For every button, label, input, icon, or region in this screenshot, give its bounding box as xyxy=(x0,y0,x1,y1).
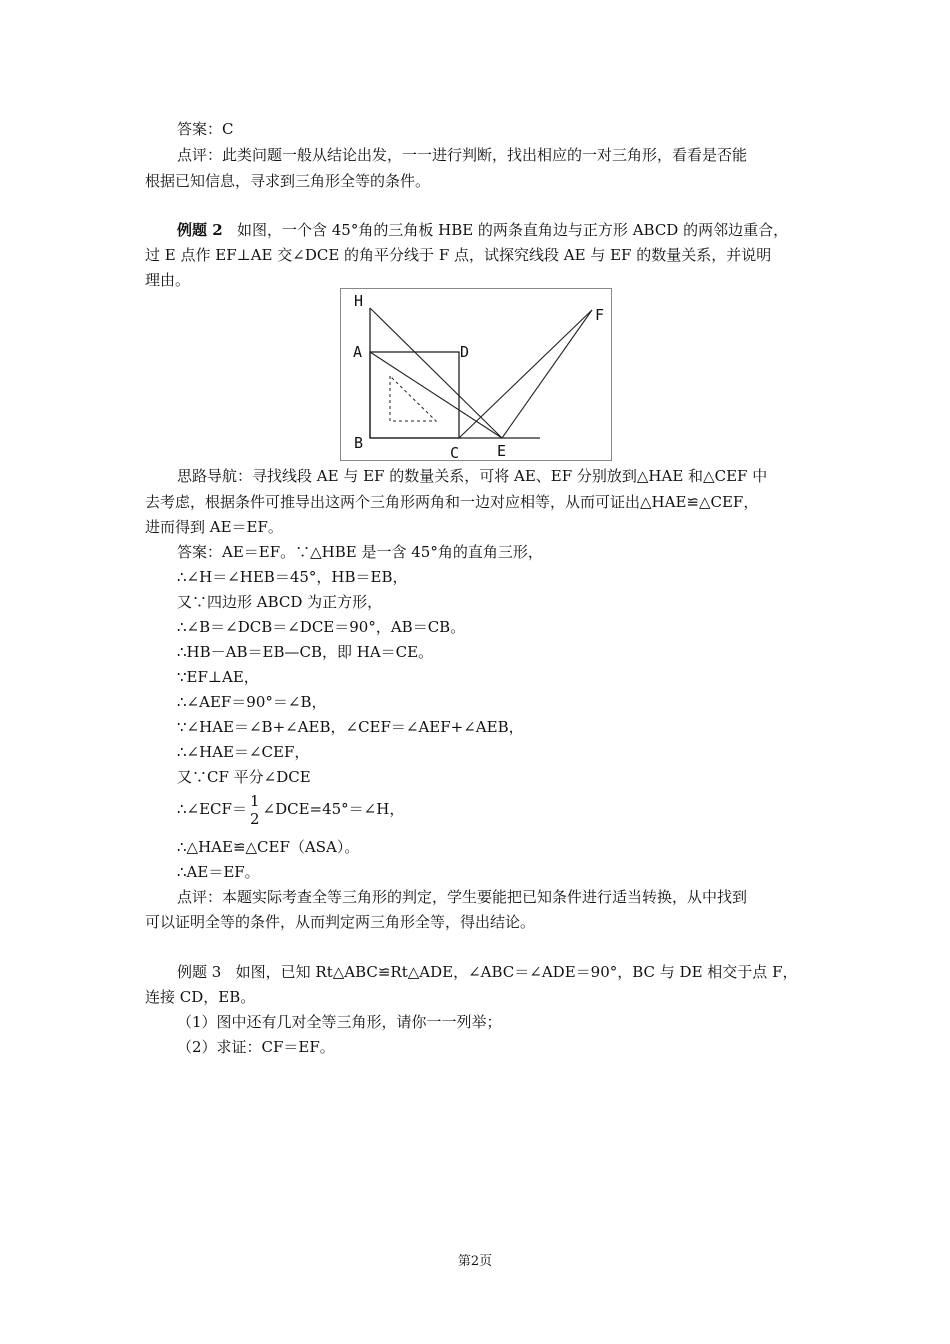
label-D: D xyxy=(460,343,470,361)
proof-line: 又∵四边形 ABCD 为正方形， xyxy=(177,593,383,611)
figure-border xyxy=(341,289,612,461)
page-number: 第2页 xyxy=(457,1254,493,1269)
example-3-label: 例题 3 xyxy=(177,963,222,981)
fraction-suffix: ∠DCE=45°＝∠H， xyxy=(262,800,405,818)
comment-line: 根据已知信息，寻求到三角形全等的条件。 xyxy=(145,172,431,190)
proof-line: ∴△HAE≌△CEF（ASA）。 xyxy=(177,838,360,856)
proof-line: 又∵CF 平分∠DCE xyxy=(177,768,311,786)
label-E: E xyxy=(497,442,507,460)
proof-line: ∴∠HAE＝∠CEF， xyxy=(177,743,310,761)
proof-fraction-line xyxy=(177,792,404,828)
example-3-question-1: （1）图中还有几对全等三角形，请你一一列举； xyxy=(177,1013,502,1031)
label-H: H xyxy=(354,292,364,310)
answer-line: 答案：C xyxy=(177,120,234,138)
example-2-label: 例题 2 xyxy=(177,221,223,239)
dashed-triangle xyxy=(390,376,436,421)
comment-line: 可以证明全等的条件，从而判定两三角形全等，得出结论。 xyxy=(145,913,536,931)
proof-line: ∴HB－AB＝EB—CB，即 HA＝CE。 xyxy=(177,643,434,661)
example-3-text: 如图，已知 Rt△ABC≌Rt△ADE，∠ABC＝∠ADE＝90°，BC 与 DE 相交于点 F， xyxy=(235,963,798,981)
example-2-line-1 xyxy=(177,220,788,240)
geometry-figure xyxy=(340,288,612,461)
fraction-denominator: 2 xyxy=(249,810,260,828)
fraction-prefix: ∴∠ECF＝ xyxy=(177,800,247,818)
geometry-svg xyxy=(340,288,612,461)
comment-line: 点评：此类问题一般从结论出发，一一进行判断，找出相应的一对三角形，看看是否能 xyxy=(177,146,748,164)
segment-CF xyxy=(459,310,592,438)
nav-line: 思路导航：寻找线段 AE 与 EF 的数量关系，可将 AE、EF 分别放到△HAE 和△CEF 中 xyxy=(177,467,768,485)
segment-EF xyxy=(502,310,592,438)
nav-line: 进而得到 AE＝EF。 xyxy=(145,518,283,536)
proof-line: ∵EF⊥AE， xyxy=(177,668,259,686)
example-3-line-1 xyxy=(177,962,797,982)
example-2-line-2: 过 E 点作 EF⊥AE 交∠DCE 的角平分线于 F 点，试探究线段 AE 与 EF 的数量关系，并说明 xyxy=(145,246,772,264)
proof-line: ∴AE＝EF。 xyxy=(177,863,260,881)
proof-line: ∴∠AEF＝90°＝∠B， xyxy=(177,693,327,711)
proof-line: 答案：AE＝EF。∵△HBE 是一含 45°角的直角三形， xyxy=(177,543,543,561)
nav-line: 去考虑，根据条件可推导出这两个三角形两角和一边对应相等，从而可证出△HAE≌△CEF， xyxy=(145,493,759,511)
example-2-line-3: 理由。 xyxy=(145,271,191,289)
one-half-fraction xyxy=(250,792,260,828)
proof-line: ∴∠H＝∠HEB＝45°，HB＝EB， xyxy=(177,568,408,586)
proof-line: ∴∠B＝∠DCB＝∠DCE＝90°，AB＝CB。 xyxy=(177,618,466,636)
square-ABCD xyxy=(370,352,459,438)
label-B: B xyxy=(354,434,364,452)
label-F: F xyxy=(595,306,605,324)
example-3-question-2: （2）求证：CF＝EF。 xyxy=(177,1038,335,1056)
label-C: C xyxy=(450,444,460,461)
comment-line: 点评：本题实际考查全等三角形的判定，学生要能把已知条件进行适当转换，从中找到 xyxy=(177,888,748,906)
example-2-text: 如图，一个含 45°角的三角板 HBE 的两条直角边与正方形 ABCD 的两邻边重合， xyxy=(236,221,789,239)
label-A: A xyxy=(353,343,363,361)
fraction-numerator: 1 xyxy=(249,792,260,810)
proof-line: ∵∠HAE＝∠B+∠AEB，∠CEF＝∠AEF+∠AEB， xyxy=(177,718,524,736)
example-3-line-2: 连接 CD，EB。 xyxy=(145,988,256,1006)
